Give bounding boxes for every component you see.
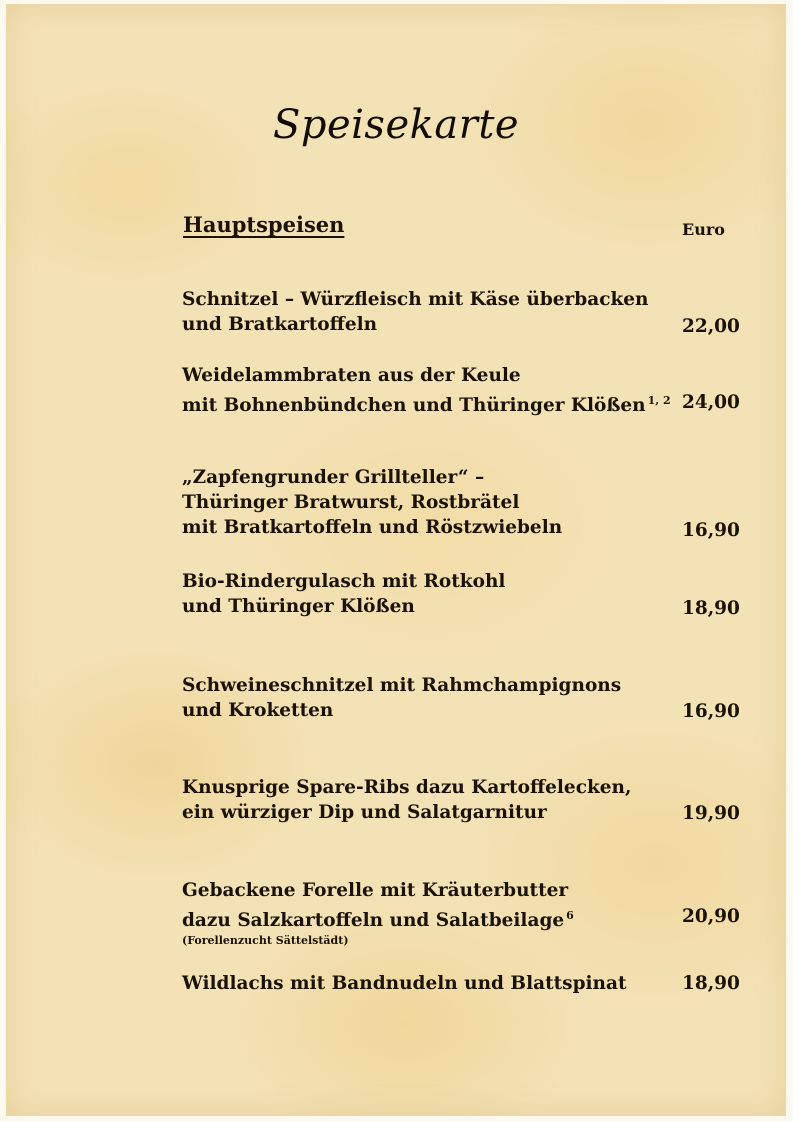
item-line: ein würziger Dip und Salatgarnitur xyxy=(182,802,547,823)
item-price: 16,90 xyxy=(682,520,740,541)
item-line: Schweineschnitzel mit Rahmchampignons xyxy=(182,675,622,696)
item-line-text: dazu Salzkartoffeln und Salatbeilage xyxy=(182,910,565,931)
item-line: mit Bratkartoffeln und Röstzwiebeln xyxy=(182,517,563,538)
item-line: Bio-Rindergulasch mit Rotkohl xyxy=(182,571,506,592)
footnote-marker: 6 xyxy=(566,909,574,922)
item-line-text: mit Bohnenbündchen und Thüringer Klößen xyxy=(182,395,646,416)
menu-item-schweineschnitzel xyxy=(182,673,742,723)
item-line: und Thüringer Klößen xyxy=(182,596,415,617)
item-note: (Forellenzucht Sättelstädt) xyxy=(182,934,349,947)
footnote-marker: 1, 2 xyxy=(647,394,671,407)
menu-item-weidelammbraten xyxy=(182,363,742,418)
item-line: und Bratkartoffeln xyxy=(182,314,378,335)
item-line xyxy=(182,388,742,418)
item-line: Gebackene Forelle mit Kräuterbutter xyxy=(182,880,569,901)
menu-item-grillteller xyxy=(182,465,742,540)
item-line: Knusprige Spare-Ribs dazu Kartoffelecken, xyxy=(182,777,632,798)
item-line: Weidelammbraten aus der Keule xyxy=(182,365,521,386)
item-price: 24,00 xyxy=(682,392,740,413)
menu-item-rindergulasch xyxy=(182,569,742,619)
item-line: Schnitzel – Würzfleisch mit Käse überbacken xyxy=(182,289,649,310)
item-line xyxy=(182,903,742,933)
item-line: Thüringer Bratwurst, Rostbrätel xyxy=(182,492,520,513)
item-line: „Zapfengrunder Grillteller“ – xyxy=(182,467,485,488)
currency-label: Euro xyxy=(682,220,725,239)
item-price: 18,90 xyxy=(682,598,740,619)
section-heading: Hauptspeisen xyxy=(183,212,345,237)
menu-item-forelle xyxy=(182,878,742,948)
item-price: 19,90 xyxy=(682,803,740,824)
menu-item-wildlachs xyxy=(182,971,742,996)
item-price: 20,90 xyxy=(682,906,740,927)
menu-page xyxy=(6,4,786,1116)
item-price: 16,90 xyxy=(682,701,740,722)
item-line: Wildlachs mit Bandnudeln und Blattspinat xyxy=(182,973,627,994)
page-title: Speisekarte xyxy=(272,102,520,148)
menu-item-schnitzel xyxy=(182,287,742,337)
item-price: 18,90 xyxy=(682,973,740,994)
item-line: und Kroketten xyxy=(182,700,334,721)
item-price: 22,00 xyxy=(682,316,740,337)
menu-item-spare-ribs xyxy=(182,775,742,825)
